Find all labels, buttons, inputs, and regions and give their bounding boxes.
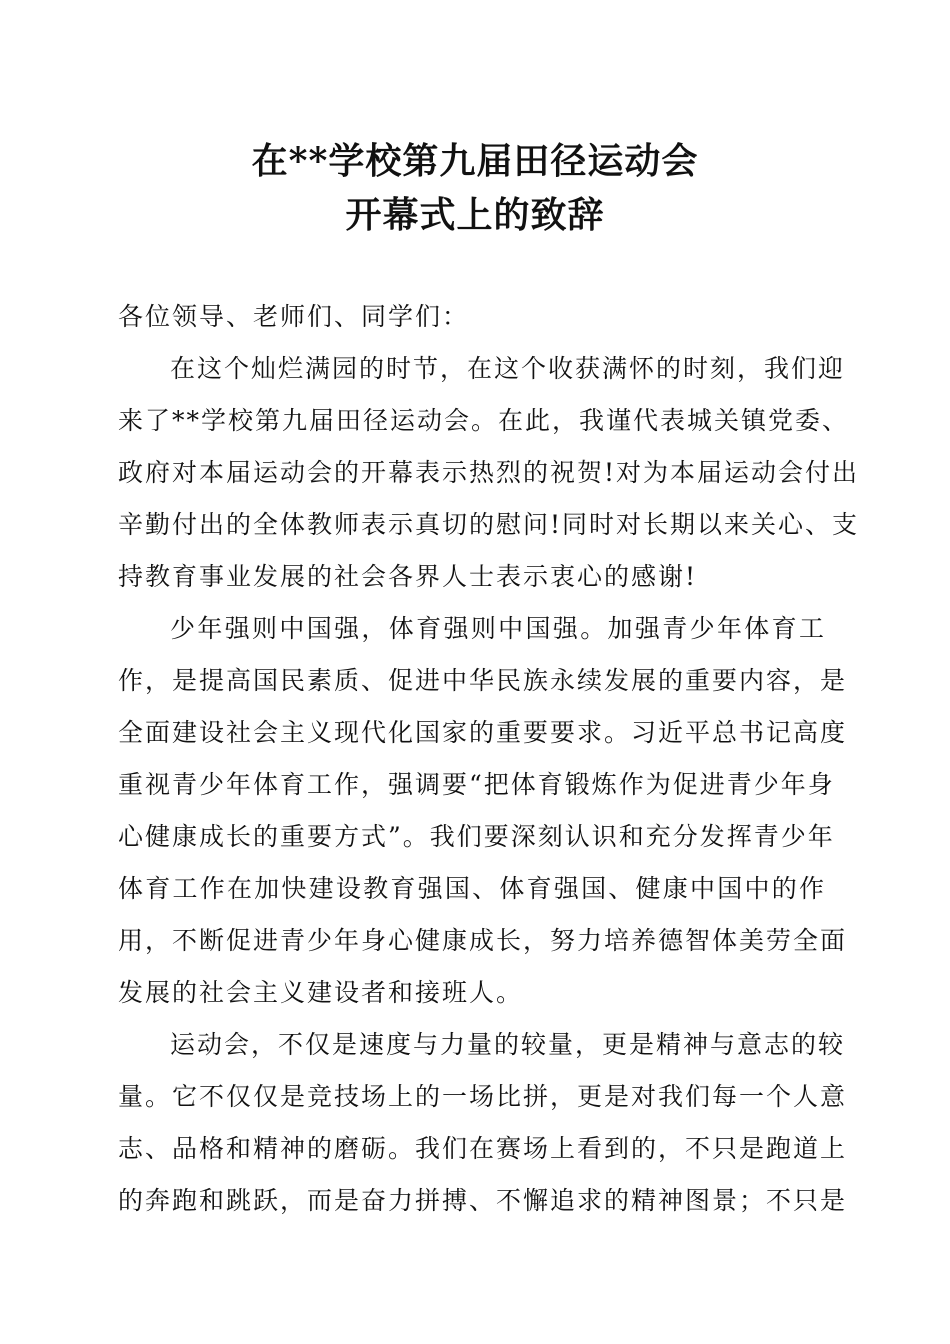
paragraph-1 [118,343,860,603]
paragraph-line: 少年强则中国强，体育强则中国强。加强青少年体育工 [170,614,826,643]
document-body [118,291,860,1227]
salutation [118,291,826,343]
paragraph-line: 志、品格和精神的磨砺。我们在赛场上看到的，不只是跑道上 [118,1134,848,1163]
paragraph-line: 在这个灿烂满园的时节，在这个收获满怀的时刻，我们迎 [170,354,846,383]
paragraph-line: 全面建设社会主义现代化国家的重要要求。习近平总书记高度 [118,718,848,747]
paragraph-line: 心健康成长的重要方式”。我们要深刻认识和充分发挥青少年 [118,822,835,851]
paragraph-line: 重视青少年体育工作，强调要“把体育锻炼作为促进青少年身 [118,770,835,799]
paragraph-line: 来了**学校第九届田径运动会。在此，我谨代表城关镇党委、 [118,406,850,435]
paragraph-2 [118,603,848,1019]
paragraph-line: 辛勤付出的全体教师表示真切的慰问!同时对长期以来关心、支 [118,510,860,539]
paragraph-line: 持教育事业发展的社会各界人士表示衷心的感谢! [118,562,698,591]
paragraph-line: 用，不断促进青少年身心健康成长，努力培养德智体美劳全面 [118,926,848,955]
paragraph-line: 的奔跑和跳跃，而是奋力拼搏、不懈追求的精神图景；不只是 [118,1186,848,1215]
paragraph-3 [118,1019,848,1227]
paragraph-line: 发展的社会主义建设者和接班人。 [118,978,524,1007]
paragraph-line: 政府对本届运动会的开幕表示热烈的祝贺!对为本届运动会付出 [118,458,860,487]
salutation-text: 各位领导、老师们、同学们： [118,302,470,331]
document-title-line-2: 开幕式上的致辞 [345,194,605,236]
document-title-line-1: 在**学校第九届田径运动会 [251,140,699,182]
paragraph-line: 量。它不仅仅是竞技场上的一场比拼，更是对我们每一个人意 [118,1082,848,1111]
paragraph-line: 作，是提高国民素质、促进中华民族永续发展的重要内容，是 [118,666,848,695]
paragraph-line: 运动会，不仅是速度与力量的较量，更是精神与意志的较 [170,1030,846,1059]
paragraph-line: 体育工作在加快建设教育强国、体育强国、健康中国中的作 [118,874,826,903]
